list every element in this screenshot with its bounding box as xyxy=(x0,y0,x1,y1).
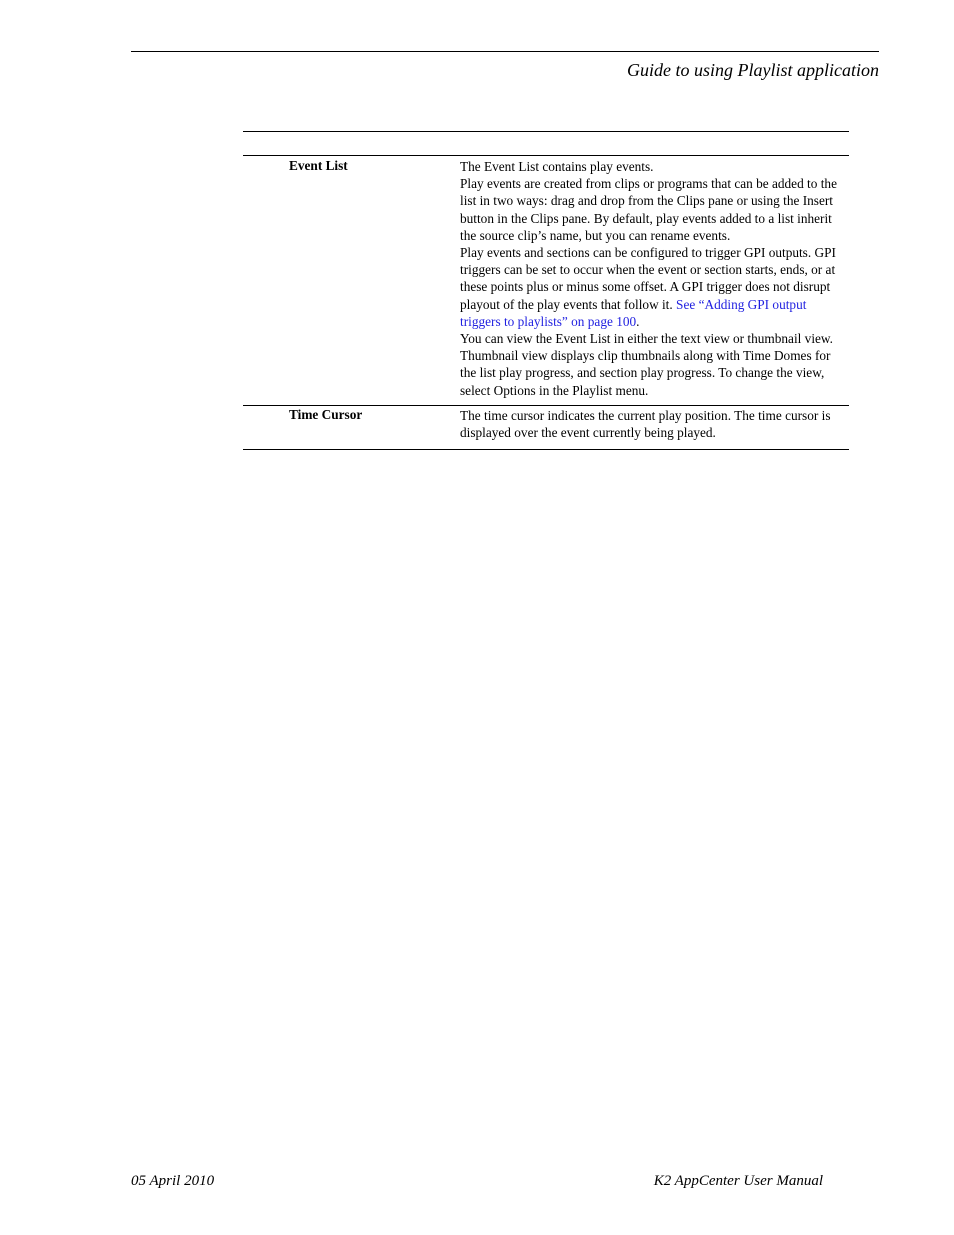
footer-manual-title: K2 AppCenter User Manual xyxy=(653,1173,823,1189)
desc-paragraph: You can view the Event List in either the text view or thumbnail view. Thumbnail view displays clip thumbnails along with Time Domes for the list play progress, and section play progress. To change the view, select Options in the Playlist menu. xyxy=(460,331,833,398)
desc-paragraph-gpi xyxy=(460,244,842,330)
table-bottom-rule xyxy=(243,449,849,450)
cross-reference-link[interactable]: See “Adding GPI output triggers to playlists” on page 100 xyxy=(460,296,807,329)
footer-date: 05 April 2010 xyxy=(131,1173,215,1189)
table-header-rule xyxy=(243,155,849,156)
desc-paragraph: Play events are created from clips or programs that can be added to the list in two ways: drag and drop from the Clips pane or using the Insert button in the Clips pane. By default, play events added to a list inherit the source clip’s name, but you can rename events. xyxy=(460,176,837,243)
row-divider-rule xyxy=(243,405,849,406)
running-head-title: Guide to using Playlist application xyxy=(627,60,879,80)
desc-time-cursor xyxy=(460,407,842,441)
header-rule xyxy=(131,51,879,52)
term-time-cursor: Time Cursor xyxy=(289,407,363,422)
gpi-end: . xyxy=(636,313,640,329)
desc-event-list xyxy=(460,158,842,399)
term-event-list: Event List xyxy=(289,158,348,173)
desc-paragraph: The time cursor indicates the current play position. The time cursor is displayed over the event currently being played. xyxy=(460,408,831,441)
desc-paragraph: The Event List contains play events. xyxy=(460,159,654,174)
gpi-text: Play events and sections can be configured to trigger GPI outputs. GPI triggers can be set to occur when the event or section starts, ends, or at these points plus or minus some offset. A GPI trigger does not disrupt playout of the play events that follow it. xyxy=(460,245,836,312)
table-top-rule xyxy=(243,131,849,132)
